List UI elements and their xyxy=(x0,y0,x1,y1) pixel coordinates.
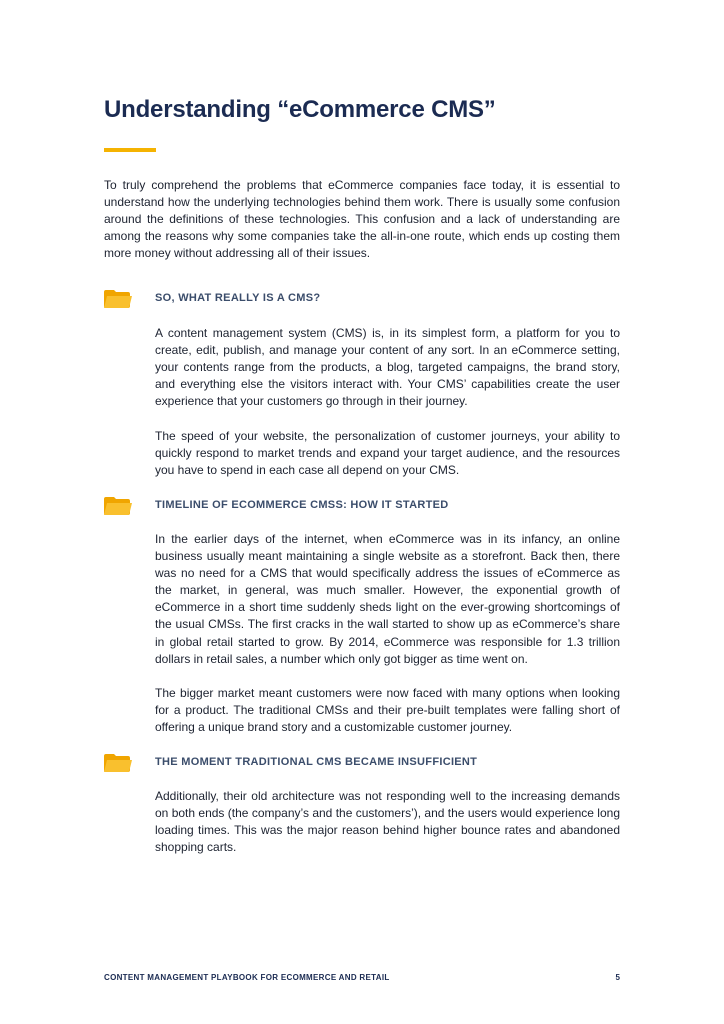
section-heading: SO, WHAT REALLY IS A CMS? xyxy=(155,292,321,304)
section-paragraph: Additionally, their old architecture was not responding well to the increasing demands on both ends (the company’s and the customers’), and the users would experience long loading times. This was the major reason behind higher bounce rates and abandoned shopping carts. xyxy=(155,789,620,855)
section-paragraph: The bigger market meant customers were now faced with many options when looking for a product. The traditional CMSs and their pre-built templates were falling short of offering a unique brand story and a customizable customer journey. xyxy=(155,686,620,735)
section-paragraph: In the earlier days of the internet, when eCommerce was in its infancy, an online business usually meant maintaining a single website as a storefront. Back then, there was no need for a CMS that would specifically address the issues of eCommerce as the market, in general, was much smaller. However, the exponential growth of eCommerce in a short time suddenly sheds light on the ever-growing shortcomings of the usual CMSs. The first cracks in the wall started to show up as eCommerce’s share in global retail started to grow. By 2014, eCommerce was responsible for 1.3 trillion dollars in retail sales, a number which only got bigger as time went on. xyxy=(155,532,620,666)
footer-label: CONTENT MANAGEMENT PLAYBOOK FOR ECOMMERCE AND RETAIL xyxy=(104,973,390,982)
title-accent-rule xyxy=(104,148,156,152)
page-number: 5 xyxy=(615,973,620,982)
folder-icon xyxy=(104,754,132,772)
folder-icon xyxy=(104,290,132,308)
page-title: Understanding “eCommerce CMS” xyxy=(104,96,496,123)
section-heading: TIMELINE OF ECOMMERCE CMSS: HOW IT STARTED xyxy=(155,499,449,511)
section-heading: THE MOMENT TRADITIONAL CMS BECAME INSUFFICIENT xyxy=(155,756,478,768)
intro-paragraph: To truly comprehend the problems that eCommerce companies face today, it is essential to understand how the underlying technologies behind them work. There is usually some confusion around the definitions of these technologies. This confusion and a lack of understanding are among the reasons why some companies take the all-in-one route, which ends up costing them more money without addressing all of their issues. xyxy=(104,178,620,261)
folder-icon xyxy=(104,497,132,515)
section-paragraph: A content management system (CMS) is, in its simplest form, a platform for you to create, edit, publish, and manage your content of any sort. In an eCommerce setting, your contents range from the products, a blog, targeted campaigns, the brand story, and everything else the visitors interact with. Your CMS’ capabilities create the user experience that your customers go through in their journey. xyxy=(155,326,620,409)
section-paragraph: The speed of your website, the personalization of customer journeys, your ability to quickly respond to market trends and expand your target audience, and the resources you have to spend in each case all depend on your CMS. xyxy=(155,429,620,478)
